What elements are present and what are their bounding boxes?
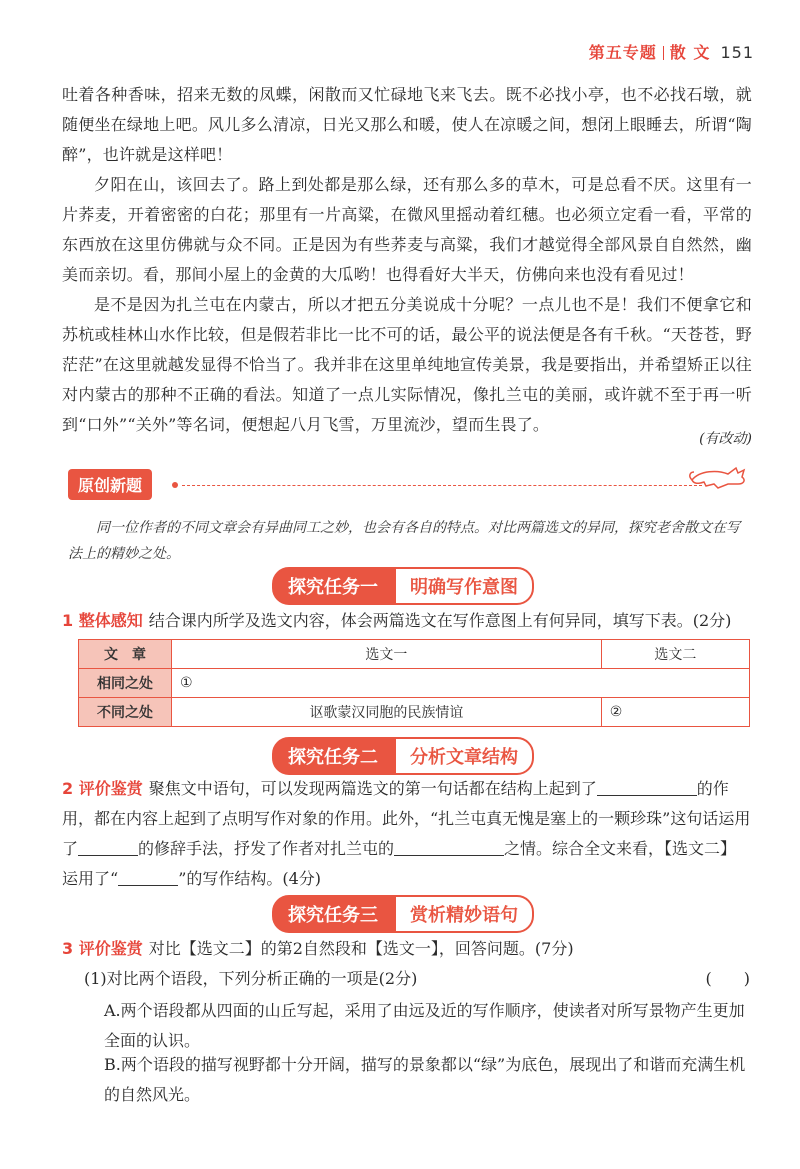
q3-number: 3 评价鉴赏 — [62, 939, 143, 958]
diff-col2-answer-cell[interactable]: ② — [601, 698, 749, 727]
page-header — [589, 40, 754, 63]
section-label: 散 文 — [669, 43, 711, 62]
table-row — [79, 698, 750, 727]
blank-rhetoric[interactable] — [78, 837, 138, 856]
question-2: 2 评价鉴赏 聚焦文中语句，可以发现两篇选文的第一句话都在结构上起到了 的作用，都在内容上起到了点明写作对象的作用。此外，“扎兰屯真无愧是塞上的一颗珍珠”这句话运用了 的修辞手法，抒发了作者对扎兰屯的 之情。综合全文来看，【选文二】运用了“ ”的写作结构。(4分) — [62, 779, 751, 888]
cat-icon — [688, 462, 752, 492]
answer-paren[interactable]: ( ) — [705, 969, 750, 988]
q3-subquestion-1: (1)对比两个语段，下列分析正确的一项是(2分) — [84, 969, 418, 988]
task-1-label: 探究任务一 — [272, 567, 394, 605]
task-2-label: 探究任务二 — [272, 737, 394, 775]
question-3 — [62, 934, 752, 964]
task-2-title: 分析文章结构 — [394, 737, 534, 775]
passage-paragraph-3: 是不是因为扎兰屯在内蒙古，所以才把五分美说成十分呢？一点儿也不是！我们不便拿它和苏杭或桂林山水作比较，但是假若非比一比不可的话，最公平的说法便是各有千秋。“天苍苍，野茫茫”在这里就越发显得不恰当了。我并非在这里单纯地宣传美景，我是要指出，并希望矫正以往对内蒙古的那种不正确的看法。知道了一点儿实际情况，像扎兰屯的美丽，或许就不至于再一听到“口外”“关外”等名词，便想起八月飞雪，万里流沙，望而生畏了。 — [62, 295, 752, 434]
option-a[interactable]: A.两个语段都从四面的山丘写起，采用了由远及近的写作顺序，使读者对所写景物产生更加全面的认识。 — [104, 1001, 745, 1050]
header-article: 文 章 — [79, 640, 172, 669]
badge-dot — [172, 482, 178, 488]
comparison-table — [78, 639, 750, 727]
blank-structure[interactable] — [597, 777, 697, 796]
question-1 — [62, 606, 752, 636]
diff-col1-cell: 讴歌蒙汉同胞的民族情谊 — [172, 698, 602, 727]
q1-number: 1 整体感知 — [62, 611, 143, 630]
passage-paragraph-1: 吐着各种香味，招来无数的凤蝶，闲散而又忙碌地飞来飞去。既不必找小亭，也不必找石墩，就随便坐在绿地上吧。风儿多么清凉，日光又那么和暖，使人在凉暖之间，想闭上眼睡去，所谓“陶醉”，也许就是这样吧！ — [62, 85, 752, 164]
intro-text: 同一位作者的不同文章会有异曲同工之妙，也会有各自的特点。对比两篇选文的异同，探究老舍散文在写法上的精妙之处。 — [68, 520, 740, 562]
q2-number: 2 评价鉴赏 — [62, 779, 143, 798]
task-1-title: 明确写作意图 — [394, 567, 534, 605]
task-banner-2 — [272, 739, 534, 773]
task-3-title: 赏析精妙语句 — [394, 895, 534, 933]
adapted-note: (有改动) — [699, 431, 752, 447]
row-diff-label: 不同之处 — [79, 698, 172, 727]
header-col1: 选文一 — [172, 640, 602, 669]
page-number: 151 — [720, 43, 754, 62]
q3-text: 对比【选文二】的第2自然段和【选文一】，回答问题。(7分) — [148, 939, 574, 958]
header-divider — [663, 46, 664, 60]
dotted-divider — [182, 485, 702, 486]
q1-text: 结合课内所学及选文内容，体会两篇选文在写作意图上有何异同，填写下表。(2分) — [148, 611, 732, 630]
blank-emotion[interactable] — [394, 837, 504, 856]
option-b[interactable]: B.两个语段的描写视野都十分开阔，描写的景象都以“绿”为底色，展现出了和谐而充满生机的自然风光。 — [104, 1055, 746, 1104]
header-col2: 选文二 — [601, 640, 749, 669]
task-3-label: 探究任务三 — [272, 895, 394, 933]
topic-label: 第五专题 — [588, 43, 657, 62]
passage-paragraph-2: 夕阳在山，该回去了。路上到处都是那么绿，还有那么多的草木，可是总看不厌。这里有一片荞麦，开着密密的白花；那里有一片高粱，在微风里摇动着红穗。也必须立定看一看，平常的东西放在这里仿佛就与众不同。正是因为有些荞麦与高粱，我们才越觉得全部风景自自然然，幽美而亲切。看，那间小屋上的金黄的大瓜哟！也得看好大半天，仿佛向来也没有看见过！ — [62, 175, 752, 284]
task-banner-3 — [272, 897, 534, 931]
table-row — [79, 640, 750, 669]
same-answer-cell[interactable]: ① — [172, 669, 750, 698]
original-question-badge: 原创新题 — [68, 469, 152, 500]
task-banner-1 — [272, 569, 534, 603]
table-row — [79, 669, 750, 698]
row-same-label: 相同之处 — [79, 669, 172, 698]
blank-writing-structure[interactable] — [118, 867, 178, 886]
